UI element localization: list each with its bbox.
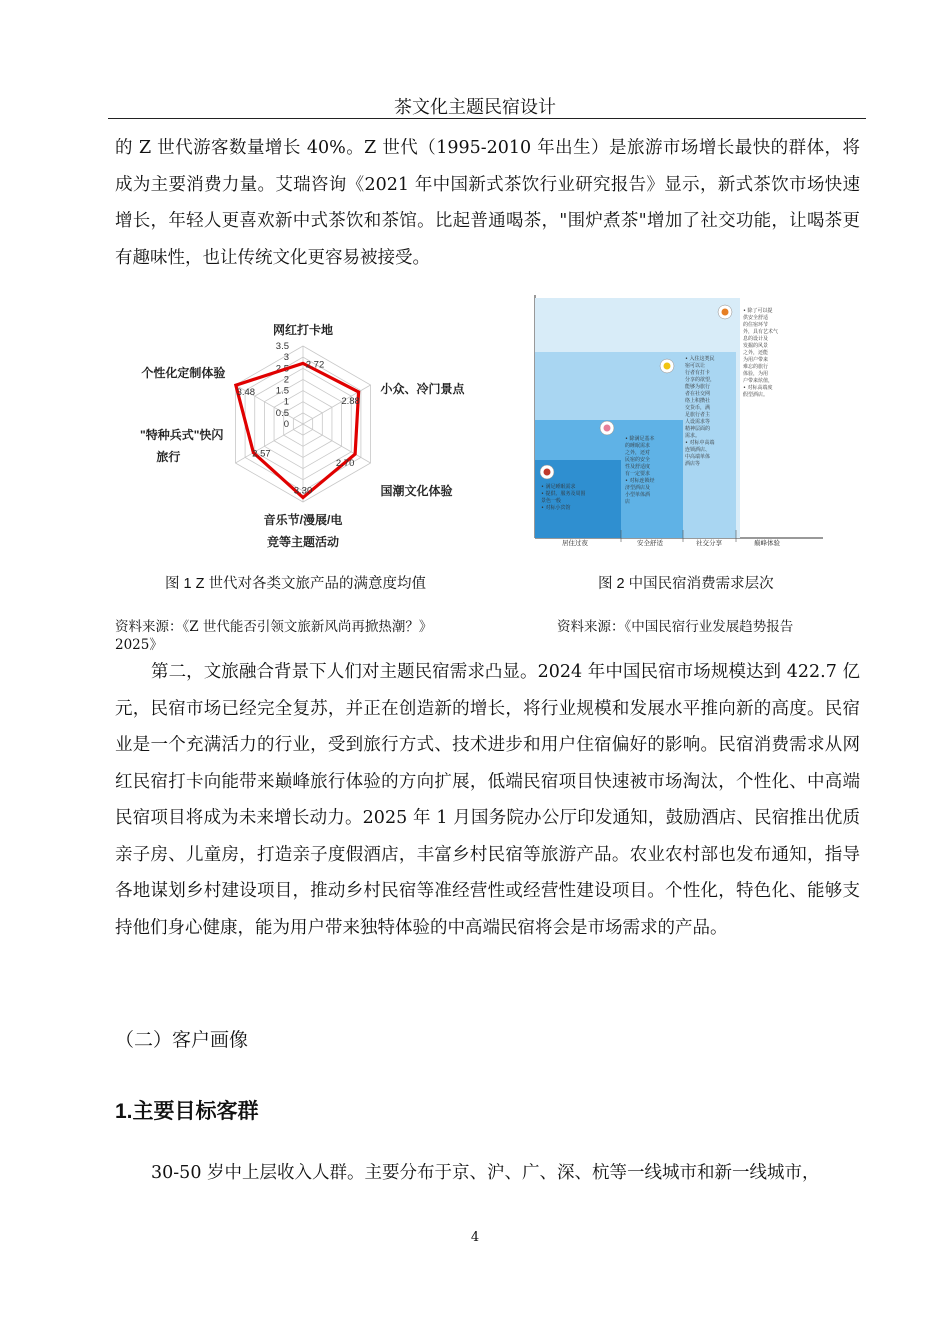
level-note-line: 络上积攒社 [685,398,711,404]
radar-spoke [303,385,371,424]
level-note-line: 行者有打卡 [685,370,711,376]
figure-2-source-continued: 2025》 [115,637,163,653]
level-note-line: 交货币，满 [685,405,711,411]
radar-axis-tick: 0 [283,419,289,430]
level-note-line: 之外，还对 [625,450,651,456]
radar-category-label: 旅行 [156,450,181,464]
page-number: 4 [470,1230,480,1245]
level-icon [540,465,554,479]
paragraph-2-text: 第二，文旅融合背景下人们对主题民宿需求凸显。2024 年中国民宿市场规模达到 422.7 亿元，民宿市场已经完全复苏，并正在创造新的增长，将行业规模和发展水平推向新的高度。民宿业是一个充满活力的行业，受到旅行方式、技术进步和用户住宿偏好的影响。民宿消费需求从网红民宿打卡向能带来巅峰旅行体验的方向扩展，低端民宿项目快速被市场淘汰，个性化、中高端民宿项目将成为未来增长动力。2025 年 1 月国务院办公厅印发通知，鼓励酒店、民宿推出优质亲子房、儿童房，打造亲子度假酒店，丰富乡村民宿等旅游产品。农业农村部也发布通知，指导各地谋划乡村建设项目，推动乡村民宿等准经营性或经营性建设项目。个性化，特色化、能够支持他们身心健康，能为用户带来独特体验的中高端民宿将会是市场需求的产品。 [115,662,860,938]
paragraph-2 [115,654,860,946]
figure-1-caption: 图 1 Z 世代对各类文旅产品的满意度均值 [165,576,427,592]
level-note-line: 者在社交网 [685,391,711,397]
figure-2-source: 资料来源：《中国民宿行业发展趋势报告 [557,619,794,635]
level-note-line: 济型酒店及 [625,485,651,491]
subsection-heading: 1.主要目标客群 [115,1100,259,1123]
level-label: 巅峰体验 [754,539,780,547]
level-note-line: 分享的欲望， [685,377,716,383]
level-note-line: 中高端单体 [685,454,711,460]
radar-category-label: 个性化定制体验 [141,366,226,380]
radar-chart [140,318,490,550]
level-note-line: 的睡眠需求 [625,443,651,449]
level-note-line: 外，具有艺术气 [743,329,779,335]
radar-axis-tick: 0.5 [275,407,289,419]
level-note-line: 性及舒适度 [625,464,651,470]
level-note-line: 难忘的旅行 [743,364,769,370]
level-note-line: • 满足睡眠需求 [541,484,576,490]
level-note-line: • 入住这类民 [685,356,715,362]
radar-data-label: 2.57 [252,448,271,460]
level-note-line: 户带来炫值， [743,378,774,384]
level-note-line: 小型单体酒 [625,492,651,498]
level-note-line: 酒店等 [685,461,701,467]
level-note-line: 精神层面的 [685,426,711,432]
level-note-line: • 对标中高端 [685,440,715,446]
level-note-line: 店 [625,499,631,505]
paragraph-3-text: 30-50 岁中上层收入人群。主要分布于京、沪、广、深、杭等一线城市和新一线城市， [151,1163,820,1183]
radar-series-line [236,363,359,497]
level-note-line: 供安全舒适 [743,315,769,321]
radar-axis-tick: 2.5 [275,363,289,375]
header-rule [108,118,866,119]
radar-data-label: 2.70 [335,458,355,470]
level-note-line: 发掘的风景 [743,343,769,349]
level-note-line: 能够为旅行 [685,384,711,390]
level-note-line: 有一定要求 [625,471,651,477]
level-label: 社交分享 [696,539,722,547]
radar-data-label: 3.30 [293,485,313,497]
level-icon [660,359,674,373]
level-note-line: 假型酒店。 [743,392,769,398]
level-note-line: • 除了可以提 [743,308,773,314]
level-note-line: 景色一般 [541,498,562,504]
level-note-line: 为用户带来 [743,357,769,363]
level-note-line: • 对标小宾馆 [541,505,571,511]
radar-axis-tick: 1 [283,396,289,408]
paragraph-3 [115,1155,860,1192]
figure-2-caption: 图 2 中国民宿消费需求层次 [598,576,774,592]
level-label: 居住过夜 [562,539,588,547]
level-note-line: 需求。 [685,433,701,439]
radar-data-label: 3.48 [236,387,256,399]
section-heading: （二）客户画像 [115,1030,249,1051]
level-icon [600,421,614,435]
level-icon-mark [604,425,611,432]
radar-data-label: 2.88 [341,395,360,407]
level-note-line: 的住宿环节 [743,322,769,328]
level-icon-mark [544,469,551,476]
paragraph-1 [115,130,860,276]
level-note-line: 宿可以让 [685,363,706,369]
level-note-line: 之外，还能 [743,350,769,356]
level-note-line: • 对标连锁经 [625,478,655,484]
radar-category-label: 小众、冷门景点 [380,382,465,396]
level-note-line: 连锁酒店、 [685,447,711,453]
level-label: 安全舒适 [637,539,663,547]
demand-hierarchy-chart [525,290,827,550]
radar-axis-tick: 3.5 [275,341,289,352]
level-note-line: 足旅行者主 [685,412,711,418]
level-note-line: • 除满足基本 [625,436,655,442]
level-icon-mark [664,363,671,370]
level-note-line: • 提供、服务及周围 [541,491,586,497]
level-note-line: 体验，为用 [743,371,769,377]
level-note-line: • 对标高端度 [743,385,773,391]
figure-1-source: 资料来源：《Z 世代能否引领文旅新风尚再掀热潮？》 [115,619,433,635]
level-note-line: 息的设计及 [743,336,769,342]
level-icon-mark [722,309,729,316]
radar-category-label: 音乐节/漫展/电 [263,513,343,527]
level-note-line: 民宿的安全 [625,457,651,463]
radar-axis-tick: 2 [283,374,289,386]
radar-category-label: 网红打卡地 [272,323,334,337]
level-note-line: 人设需求等 [685,419,711,425]
radar-category-label: "特种兵式"快闪 [140,428,224,442]
radar-axis-tick: 3 [283,352,289,364]
radar-category-label: 国潮文化体验 [380,484,453,498]
radar-data-label: 2.72 [305,359,325,371]
level-icon [718,305,732,319]
radar-category-label: 竞等主题活动 [266,535,340,549]
paragraph-1-text: 的 Z 世代游客数量增长 40%。Z 世代（1995-2010 年出生）是旅游市场增长最快的群体，将成为主要消费力量。艾瑞咨询《2021 年中国新式茶饮行业研究报告》显示，新式茶饮市场快速增长，年轻人更喜欢新中式茶饮和茶馆。比起普通喝茶，"围炉煮茶"增加了社交功能，让喝茶更有趣味性，也让传统文化更容易被接受。 [115,138,860,268]
running-header: 茶文化主题民宿设计 [394,97,556,118]
radar-axis-tick: 1.5 [275,385,289,397]
